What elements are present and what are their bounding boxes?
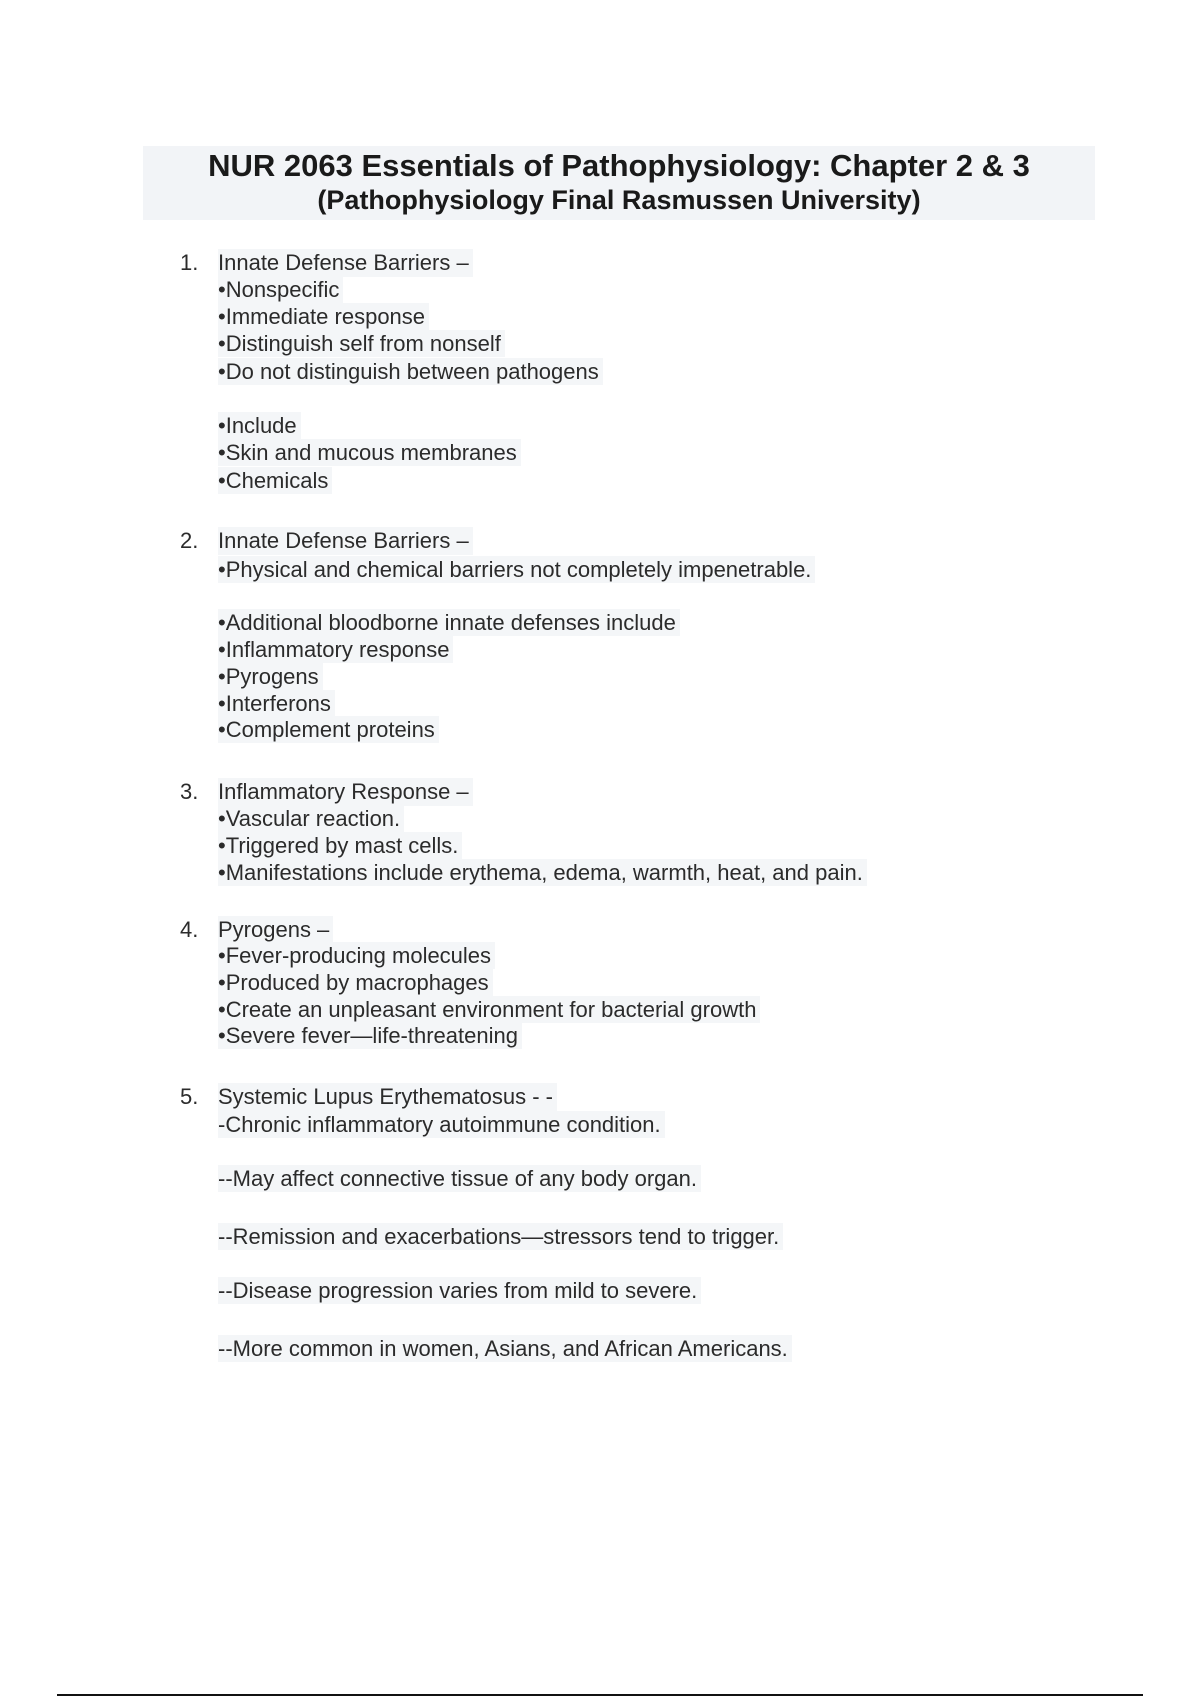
- item-line: •Manifestations include erythema, edema, warmth, heat, and pain.: [218, 859, 867, 886]
- item-line: •Pyrogens: [218, 663, 323, 690]
- item-line: •Produced by macrophages: [218, 969, 493, 996]
- bottom-divider: [57, 1694, 1143, 1696]
- item-line: •Chemicals: [218, 467, 332, 494]
- document-title-block: [143, 146, 1095, 220]
- item-line: --May affect connective tissue of any body organ.: [218, 1165, 701, 1192]
- item-line: -Chronic inflammatory autoimmune condition.: [218, 1111, 665, 1138]
- item-heading: Systemic Lupus Erythematosus - -: [218, 1083, 557, 1111]
- item-number: 1.: [180, 250, 199, 275]
- item-line: •Inflammatory response: [218, 636, 453, 663]
- item-line: •Triggered by mast cells.: [218, 832, 462, 859]
- item-line: --Remission and exacerbations—stressors tend to trigger.: [218, 1223, 783, 1250]
- item-line: •Include: [218, 412, 301, 439]
- item-line: •Severe fever—life-threatening: [218, 1022, 522, 1049]
- item-line: •Do not distinguish between pathogens: [218, 358, 603, 385]
- item-line: •Nonspecific: [218, 276, 343, 303]
- item-number: 5.: [180, 1084, 199, 1109]
- item-line: --More common in women, Asians, and African Americans.: [218, 1335, 792, 1362]
- item-number: 4.: [180, 917, 199, 942]
- item-line: •Distinguish self from nonself: [218, 330, 505, 357]
- item-line: •Vascular reaction.: [218, 805, 404, 832]
- item-heading: Innate Defense Barriers –: [218, 527, 473, 555]
- item-line: •Interferons: [218, 690, 335, 717]
- item-line: --Disease progression varies from mild to severe.: [218, 1277, 701, 1304]
- item-number: 2.: [180, 528, 199, 553]
- item-number: 3.: [180, 779, 199, 804]
- document-title: NUR 2063 Essentials of Pathophysiology: Chapter 2 & 3: [208, 148, 1030, 183]
- item-heading: Innate Defense Barriers –: [218, 249, 473, 277]
- item-line: •Additional bloodborne innate defenses include: [218, 609, 680, 636]
- document-subtitle: (Pathophysiology Final Rasmussen University): [317, 185, 921, 215]
- item-heading: Inflammatory Response –: [218, 778, 473, 806]
- item-heading: Pyrogens –: [218, 916, 333, 944]
- item-line: •Immediate response: [218, 303, 429, 330]
- item-line: •Physical and chemical barriers not completely impenetrable.: [218, 556, 815, 583]
- item-line: •Fever-producing molecules: [218, 942, 495, 969]
- item-line: •Skin and mucous membranes: [218, 439, 521, 466]
- item-line: •Create an unpleasant environment for bacterial growth: [218, 996, 760, 1023]
- item-line: •Complement proteins: [218, 716, 439, 743]
